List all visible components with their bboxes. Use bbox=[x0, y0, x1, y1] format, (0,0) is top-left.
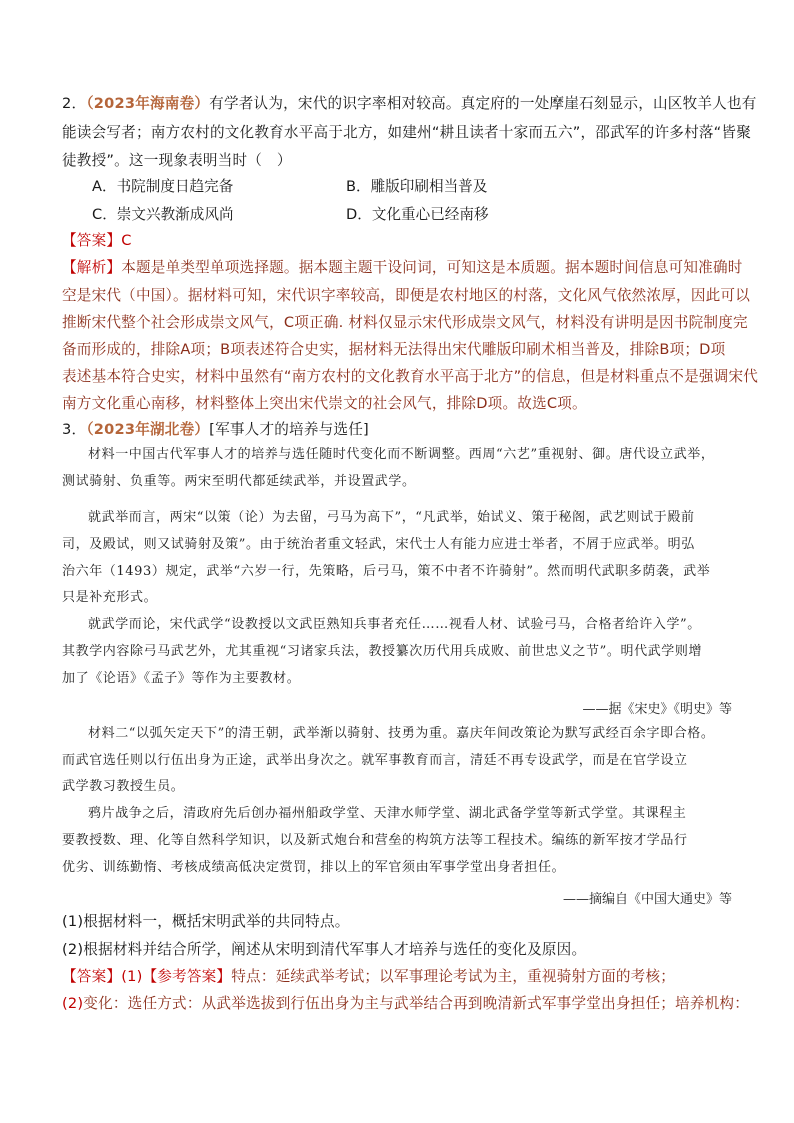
q2-option-c: C．崇文兴教渐成风尚 bbox=[92, 206, 234, 223]
q3-answer-line-1 bbox=[62, 967, 675, 987]
q3-material1-line-2: 测试骑射、负重等。两宋至明代都延续武举，并设置武学。 bbox=[62, 474, 416, 489]
q3-title: [军事人才的培养与选任] bbox=[209, 421, 369, 438]
q3-subquestion-1: (1)根据材料一，概括宋明武举的共同特点。 bbox=[62, 913, 350, 930]
q3-material2-source: ——摘编自《中国大通史》等 bbox=[562, 892, 732, 907]
q3-material2-line-3: 武学教习教授生员。 bbox=[62, 779, 185, 794]
q2-analysis-line-2: 空是宋代（中国）。据材料可知，宋代识字率较高，即便是农村地区的村落，文化风气依然浓厚，因此可以 bbox=[62, 287, 751, 304]
q2-source: （2023年海南卷） bbox=[86, 95, 210, 112]
q2-analysis-1: 本题是单类型单项选择题。据本题主题干设问词，可知这是本质题。据本题时间信息可知准确时 bbox=[121, 259, 743, 276]
q3-material1-line-8: 其教学内容除弓马武艺外，尤其重视“习诸家兵法，教授纂次历代用兵成败、前世忠义之节”。明代武学则增 bbox=[62, 644, 703, 659]
q3-material2-line-2: 而武官选任则以行伍出身为正途，武举出身次之。就军事教育而言，清廷不再专设武学，而是在官学设立 bbox=[62, 753, 688, 768]
q3-material2-line-4: 鸦片战争之后，清政府先后创办福州船政学堂、天津水师学堂、湖北武备学堂等新式学堂。其课程主 bbox=[88, 806, 687, 821]
q3-material1-line-3: 就武举而言，两宋“以策（论）为去留，弓马为高下”，“凡武举，始试义、策于秘阁，武艺则试于殿前 bbox=[88, 510, 695, 525]
q2-answer-line bbox=[62, 231, 132, 251]
q3-material2-line-1: 材料二“以弧矢定天下”的清王朝，武举渐以骑射、技勇为重。嘉庆年间改策论为默写武经百余字即合格。 bbox=[88, 726, 715, 741]
q3-subquestion-2: (2)根据材料并结合所学，阐述从宋明到清代军事人才培养与选任的变化及原因。 bbox=[62, 941, 587, 958]
q2-stem-line-3: 徒教授”。这一现象表明当时（ ） bbox=[62, 152, 292, 169]
q3-material1-line-6: 只是补充形式。 bbox=[62, 590, 158, 605]
q3-answer-tag: 【答案】 bbox=[62, 968, 122, 985]
q2-stem-line-2: 能读会写者；南方农村的文化教育水平高于北方，如建州“耕且读者十家而五六”，邵武军的许多村落“皆聚 bbox=[62, 124, 752, 141]
q3-answer-2: 变化：选任方式：从武举选拔到行伍出身为主与武举结合再到晚清新式军事学堂出身担任；培养机构： bbox=[83, 995, 750, 1012]
q2-stem-1: 有学者认为，宋代的识字率相对较高。真定府的一处摩崖石刻显示，山区牧羊人也有 bbox=[209, 95, 757, 112]
q2-analysis-tag: 【解析】 bbox=[62, 259, 122, 276]
q2-answer-tag: 【答案】 bbox=[62, 232, 122, 249]
q3-material1-line-7: 就武学而论，宋代武学“设教授以文武臣熟知兵事者充任……视看人材、试验弓马，合格者给许入学”。 bbox=[88, 617, 701, 632]
q2-analysis-line-3: 推断宋代整个社会形成崇文风气，C项正确. 材料仅显示宋代形成崇文风气，材料没有讲明是因书院制度完 bbox=[62, 314, 748, 331]
q3-material1-source: ——据《宋史》《明史》等 bbox=[582, 702, 732, 717]
q3-header-line bbox=[62, 420, 369, 440]
q2-number: 2． bbox=[62, 95, 87, 112]
q2-analysis-line-5: 表述基本符合史实，材料中虽然有“南方农村的文化教育水平高于北方”的信息，但是材料重点不是强调宋代 bbox=[62, 368, 759, 385]
q3-answer-2-prefix: (2) bbox=[62, 995, 84, 1012]
q3-source: （2023年湖北卷） bbox=[86, 421, 210, 438]
q3-number: 3． bbox=[62, 421, 87, 438]
q3-answer-1-prefix: (1)【参考答案】 bbox=[121, 968, 232, 985]
q2-analysis-line-6: 南方文化重心南移，材料整体上突出宋代崇文的社会风气，排除D项。故选C项。 bbox=[62, 395, 587, 412]
q2-answer: C bbox=[121, 232, 132, 249]
q2-stem-line-1 bbox=[62, 94, 757, 114]
q3-material1-line-1: 材料一中国古代军事人才的培养与选任随时代变化而不断调整。西周“六艺”重视射、御。唐代设立武举， bbox=[88, 447, 715, 462]
q3-answer-1: 特点：延续武举考试；以军事理论考试为主，重视骑射方面的考核； bbox=[231, 968, 676, 985]
q3-material2-line-6: 优劣、训练勤惰、考核成绩高低决定赏罚，排以上的军官须由军事学堂出身者担任。 bbox=[62, 860, 566, 875]
q3-answer-line-2 bbox=[62, 994, 749, 1014]
q3-material2-line-5: 要教授数、理、化等自然科学知识，以及新式炮台和营垒的构筑方法等工程技术。编练的新军按才学品行 bbox=[62, 833, 688, 848]
q3-material1-line-4: 司，及殿试，则又试骑射及策”。由于统治者重文轻武，宋代士人有能力应进士举者，不屑于应武举。明弘 bbox=[62, 537, 695, 552]
q2-analysis-line-1 bbox=[62, 258, 743, 278]
q2-analysis-line-4: 备而形成的，排除A项；B项表述符合史实，据材料无法得出宋代雕版印刷术相当普及，排除B项；D项 bbox=[62, 341, 726, 358]
q3-material1-line-5: 治六年（1493）规定，武举“六岁一行，先策略，后弓马，策不中者不许骑射”。然而明代武职多荫袭，武举 bbox=[62, 564, 711, 579]
q3-material1-line-9: 加了《论语》《孟子》等作为主要教材。 bbox=[62, 671, 301, 686]
q2-option-d: D．文化重心已经南移 bbox=[346, 206, 489, 223]
q2-option-a: A．书院制度日趋完备 bbox=[92, 178, 234, 195]
q2-option-b: B．雕版印刷相当普及 bbox=[346, 178, 488, 195]
